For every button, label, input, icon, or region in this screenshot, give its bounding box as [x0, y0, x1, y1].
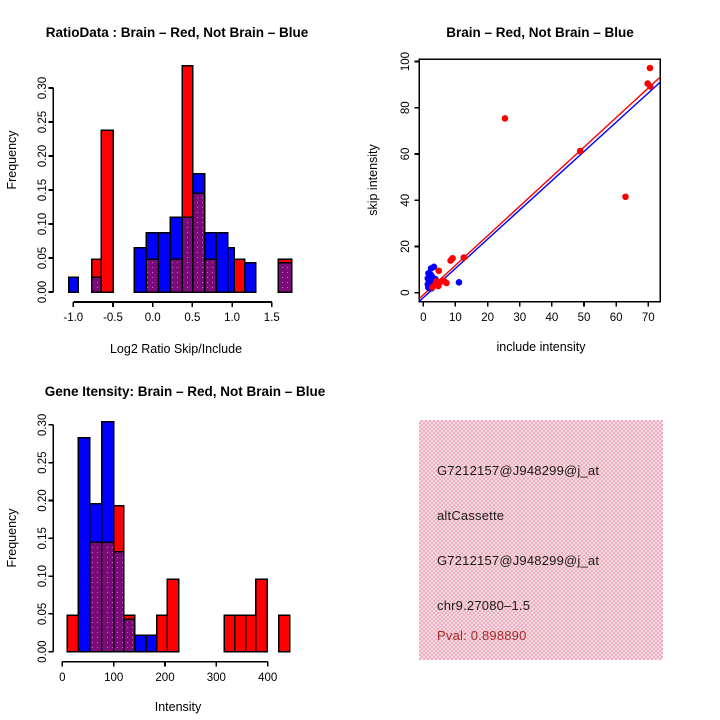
hist-bar-blue [146, 233, 158, 260]
hist-bar-overlap [92, 277, 102, 292]
gene-info-box [419, 420, 663, 660]
fit-line-red [419, 77, 660, 299]
hist-bar-blue [69, 277, 79, 292]
hist-bar-red [234, 259, 244, 292]
hist-bar-blue [78, 438, 89, 652]
panel-gene_intensity_histogram [5, 384, 326, 714]
hist-bar-red [246, 615, 256, 651]
y-tick-label: 100 [400, 51, 412, 72]
hist-bar-blue [228, 248, 235, 292]
hist-bar-overlap [205, 259, 217, 292]
hist-bar-red [101, 130, 113, 292]
panel-intensity_scatter [366, 25, 661, 354]
hist-bar-overlap [278, 263, 291, 292]
x-tick-label: -0.5 [103, 312, 123, 324]
x-tick-label: -1.0 [63, 312, 84, 324]
y-tick-label: 0.30 [37, 76, 49, 100]
x-tick-label: 60 [609, 312, 623, 324]
x-tick-label: 20 [481, 312, 494, 324]
hist-bar-overlap [124, 619, 135, 652]
probe-id-line-2: G7212157@J948299@j_at [437, 553, 600, 568]
x-tick-label: 300 [206, 672, 226, 684]
scatter-point-red [449, 255, 456, 262]
event-type-line: altCassette [437, 508, 505, 523]
x-tick-label: 1.5 [263, 312, 280, 324]
hist-bar-blue [170, 217, 182, 259]
y-tick-label: 0.30 [37, 413, 49, 437]
hist-bar-blue [245, 263, 256, 292]
panel-title: Gene Itensity: Brain – Red, Not Brain – Blue [44, 384, 326, 399]
hist-bar-blue [216, 233, 228, 292]
hist-bar-red [67, 615, 78, 651]
y-axis-label: skip intensity [366, 144, 380, 216]
hist-bar-red [279, 615, 290, 651]
hist-bar-blue [146, 635, 157, 652]
hist-bar-blue [135, 635, 146, 652]
probe-id-line-1: G7212157@J948299@j_at [437, 463, 600, 478]
x-tick-label: 50 [577, 312, 591, 324]
y-tick-label: 0.20 [37, 144, 49, 168]
hist-bar-blue [134, 248, 146, 292]
x-tick-label: 70 [641, 312, 655, 324]
x-tick-label: 200 [155, 672, 175, 684]
hist-bar-red [278, 259, 291, 262]
hist-bar-red [124, 615, 135, 619]
fit-line-blue [419, 82, 660, 302]
panel-title: Brain – Red, Not Brain – Blue [446, 25, 634, 40]
scatter-point-red [461, 254, 468, 261]
y-tick-label: 20 [400, 240, 412, 253]
hist-bar-overlap [102, 542, 114, 652]
panel-ratio_histogram [5, 25, 309, 356]
scatter-point-blue [456, 279, 463, 286]
hist-bar-blue [158, 233, 170, 292]
panel-title: RatioData : Brain – Red, Not Brain – Blue [45, 25, 309, 40]
hist-bar-red [182, 66, 193, 218]
y-tick-label: 0.15 [37, 527, 49, 550]
hist-bar-overlap [193, 193, 205, 292]
scatter-point-red [443, 280, 450, 287]
hist-bar-red [92, 259, 102, 277]
x-tick-label: 100 [104, 672, 124, 684]
hist-bar-red [114, 506, 124, 552]
locus-line: chr9.27080–1.5 [437, 598, 531, 613]
hist-bar-red [256, 579, 267, 652]
x-tick-label: 0.0 [144, 312, 161, 324]
hist-bar-blue [102, 422, 114, 542]
scatter-point-red [577, 148, 584, 155]
pval-line: Pval: 0.898890 [437, 628, 527, 643]
y-tick-label: 0.05 [37, 602, 49, 626]
hist-bar-blue [193, 174, 205, 194]
hist-bar-overlap [170, 259, 182, 292]
hist-bar-blue [205, 233, 217, 260]
y-axis-label: Frequency [5, 130, 19, 190]
hist-bar-red [167, 579, 179, 652]
hist-bar-overlap [90, 542, 102, 652]
x-tick-label: 0 [420, 312, 427, 324]
hist-bar-blue [90, 504, 102, 543]
y-tick-label: 0.25 [37, 451, 49, 474]
x-tick-label: 400 [258, 672, 278, 684]
scatter-point-red [502, 115, 509, 122]
x-axis-label: include intensity [496, 340, 586, 354]
hist-bar-overlap [114, 552, 124, 652]
y-axis-label: Frequency [5, 508, 19, 568]
y-tick-label: 0.25 [37, 110, 49, 134]
y-tick-label: 40 [400, 193, 412, 207]
y-tick-label: 80 [400, 101, 412, 115]
fit-lines [419, 77, 660, 302]
scatter-point-red [435, 267, 442, 274]
scatter-point-red [622, 193, 629, 200]
scatter-point-red [647, 83, 654, 90]
y-tick-label: 0.20 [37, 489, 49, 512]
y-tick-label: 0.00 [37, 640, 49, 663]
x-tick-label: 40 [545, 312, 559, 324]
y-tick-label: 0.10 [37, 564, 49, 588]
hist-bar-overlap [182, 217, 193, 292]
x-tick-label: 10 [449, 312, 462, 324]
x-tick-label: 30 [513, 312, 527, 324]
y-tick-label: 0.15 [37, 178, 49, 202]
y-tick-label: 0 [400, 289, 412, 296]
x-tick-label: 0.5 [184, 312, 201, 324]
x-axis-label: Intensity [154, 700, 202, 714]
hist-bar-red [235, 615, 246, 651]
x-tick-label: 1.0 [224, 312, 241, 324]
x-tick-label: 0 [59, 672, 66, 684]
x-axis-label: Log2 Ratio Skip/Include [109, 342, 243, 356]
y-tick-label: 0.00 [37, 280, 49, 304]
hist-bar-overlap [146, 259, 158, 292]
scatter-point-red [647, 65, 654, 72]
y-tick-label: 0.05 [37, 246, 49, 270]
y-tick-label: 0.10 [37, 212, 49, 236]
hist-bar-red [157, 615, 167, 651]
hist-bar-red [224, 615, 235, 651]
y-tick-label: 60 [400, 147, 412, 161]
